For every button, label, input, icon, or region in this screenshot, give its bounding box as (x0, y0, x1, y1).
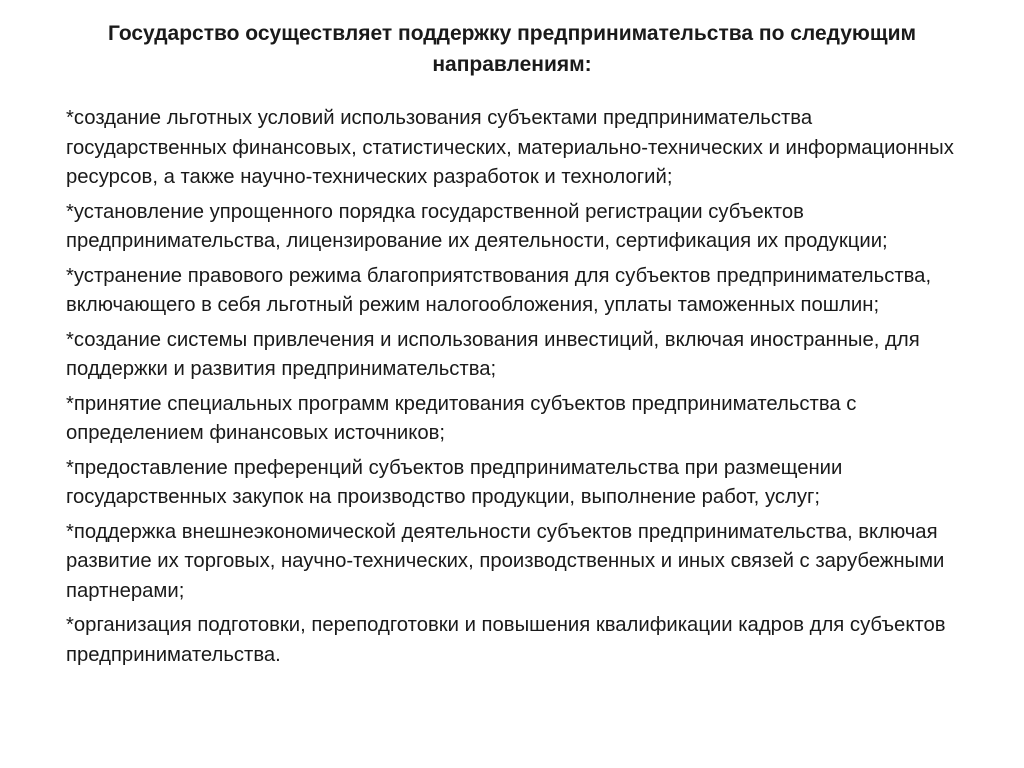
list-item: *принятие специальных программ кредитования субъектов предпринимательства с определением финансовых источников; (66, 392, 857, 444)
list-item: *создание льготных условий использования субъектами предпринимательства государственных финансовых, статистических, материально-технических и информационных ресурсов, а также научно-технических разработок и технологий; (66, 107, 954, 188)
directions-list (66, 104, 966, 675)
list-item: *поддержка внешнеэкономической деятельности субъектов предпринимательства, включая развитие их торговых, научно-технических, производственных и иных связей с зарубежными партнерами; (66, 520, 945, 602)
list-item: *установление упрощенного порядка государственной регистрации субъектов предпринимательства, лицензирование их деятельности, сертификация их продукции; (66, 200, 888, 252)
list-item: *создание системы привлечения и использования инвестиций, включая иностранные, для поддержки и развития предпринимательства; (66, 328, 920, 380)
list-item: *организация подготовки, переподготовки и повышения квалификации кадров для субъектов предпринимательства. (66, 614, 946, 666)
list-item: *устранение правового режима благоприятствования для субъектов предпринимательства, включающего в себя льготный режим налогообложения, уплаты таможенных пошлин; (66, 264, 932, 316)
list-item: *предоставление преференций субъектов предпринимательства при размещении государственных закупок на производство продукции, выполнение работ, услуг; (66, 456, 843, 508)
slide-title: Государство осуществляет поддержку предпринимательства по следующим направлениям: (107, 22, 917, 76)
